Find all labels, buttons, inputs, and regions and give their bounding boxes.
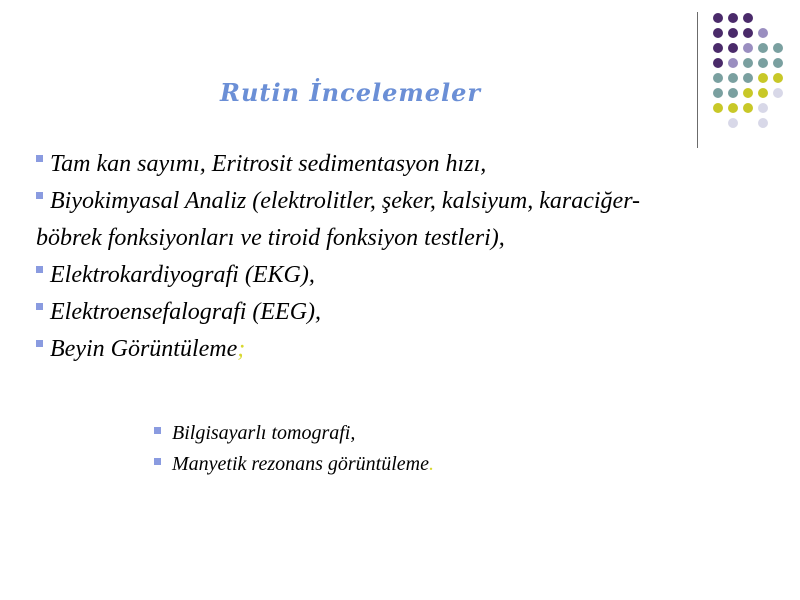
decorative-dot — [743, 13, 753, 23]
bullet-square-icon — [36, 192, 43, 199]
bullet-text: Beyin Görüntüleme — [50, 336, 238, 362]
bullet-square-icon — [36, 340, 43, 347]
decorative-dot — [758, 88, 768, 98]
decorative-dot — [758, 103, 768, 113]
bullet-text: Biyokimyasal Analiz (elektrolitler, şeker, kalsiyum, karaciğer- — [50, 188, 641, 214]
bullet-text: böbrek fonksiyonları ve tiroid fonksiyon testleri), — [36, 225, 505, 251]
bullet-list — [36, 146, 756, 368]
sub-bullet-text: Manyetik rezonans görüntüleme — [172, 453, 429, 475]
bullet-text: Elektroensefalografi (EEG), — [50, 299, 322, 325]
trailing-punctuation: . — [428, 453, 434, 475]
decorative-dot — [743, 103, 753, 113]
decorative-dot — [728, 13, 738, 23]
sub-bullet-text: Bilgisayarlı tomografi, — [172, 422, 356, 444]
list-item-continuation — [36, 220, 756, 257]
slide-title: Rutin İncelemeler — [220, 78, 482, 107]
decorative-dot — [713, 73, 723, 83]
list-item — [36, 183, 756, 220]
decorative-dot — [713, 58, 723, 68]
list-item — [152, 449, 434, 480]
sub-bullet-list — [152, 418, 434, 480]
decorative-dot — [728, 118, 738, 128]
decorative-dot — [758, 118, 768, 128]
decorative-dot — [713, 103, 723, 113]
list-item — [152, 418, 434, 449]
decorative-dot — [743, 43, 753, 53]
decorative-dot — [728, 43, 738, 53]
decorative-dot — [773, 88, 783, 98]
bullet-square-icon — [36, 155, 43, 162]
decorative-dot — [728, 58, 738, 68]
bullet-square-icon — [154, 458, 161, 465]
decorative-dot — [743, 88, 753, 98]
decorative-dot — [773, 58, 783, 68]
bullet-square-icon — [36, 266, 43, 273]
decorative-dot — [713, 13, 723, 23]
decorative-dot — [728, 73, 738, 83]
bullet-square-icon — [154, 427, 161, 434]
list-item — [36, 331, 756, 368]
decorative-dot — [758, 58, 768, 68]
decorative-dot — [728, 103, 738, 113]
decorative-dot — [758, 28, 768, 38]
decorative-dot — [713, 88, 723, 98]
decorative-dot — [713, 28, 723, 38]
decorative-dot — [743, 28, 753, 38]
decorative-dot — [758, 73, 768, 83]
decorative-dot — [773, 43, 783, 53]
decorative-dot — [758, 43, 768, 53]
decorative-dot — [728, 28, 738, 38]
bullet-text: Elektrokardiyografi (EKG), — [50, 262, 315, 288]
decorative-dot — [743, 58, 753, 68]
decorative-dot — [728, 88, 738, 98]
list-item — [36, 294, 756, 331]
decorative-dot — [743, 73, 753, 83]
list-item — [36, 146, 756, 183]
bullet-square-icon — [36, 303, 43, 310]
bullet-text: Tam kan sayımı, Eritrosit sedimentasyon hızı, — [50, 151, 487, 177]
trailing-punctuation: ; — [237, 336, 246, 362]
decorative-dot — [713, 43, 723, 53]
list-item — [36, 257, 756, 294]
decorative-dot — [773, 73, 783, 83]
